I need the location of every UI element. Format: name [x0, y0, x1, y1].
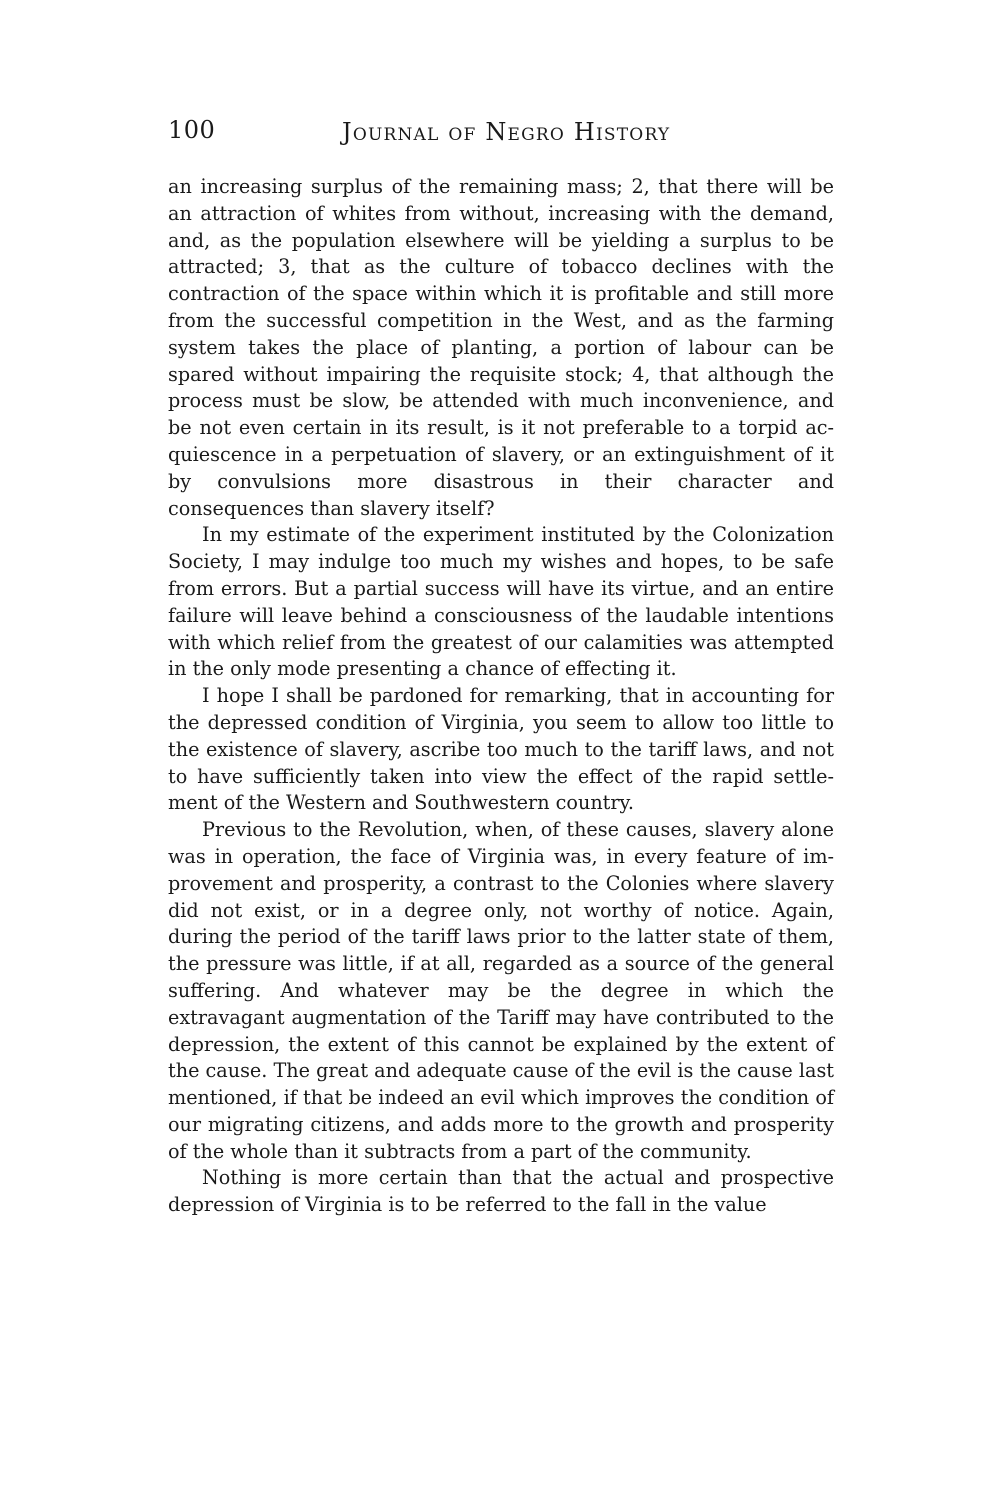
body-text [168, 174, 834, 1219]
running-head: Journal of Negro History [342, 118, 671, 146]
paragraph: Nothing is more certain than that the actual and prospective depression of Virginia is to be referred to the fall in the value [168, 1166, 834, 1217]
paragraph: Previous to the Revolution, when, of these causes, slavery alone was in operation, the face of Virginia was, in every feature of improvement and prosperity, a contrast to the Colonies where slavery did not exist, or in a degree only, not worthy of notice. Again, during the period of the tariff laws prior to the latter state of them, the pressure was little, if at all, regarded as a source of the general suffering. And whatever may be the degree in which the extravagant augmentation of the Tariff may have contributed to the depression, the extent of this cannot be explained by the extent of the cause. The great and adequate cause of the evil is the cause last mentioned, if that be indeed an evil which improves the condition of our migrating citizens, and adds more to the growth and prosperity of the whole than it subtracts from a part of the community. [168, 818, 834, 1163]
paragraph: In my estimate of the experiment instituted by the Colonization Society, I may indulge too much my wishes and hopes, to be safe from errors. But a partial success will have its virtue, and an entire failure will leave behind a consciousness of the laudable intentions with which relief from the greatest of our calamities was attempted in the only mode presenting a chance of effecting it. [168, 523, 834, 681]
paragraph-continued: an increasing surplus of the remaining mass; 2, that there will be an attraction of whites from without, increasing with the demand, and, as the population elsewhere will be yielding a surplus to be attracted; 3, that as the culture of tobacco declines with the contraction of the space within which it is profitable and still more from the successful competition in the West, and as the farming system takes the place of planting, a portion of labour can be spared without impairing the requisite stock; 4, that although the process must be slow, be attended with much inconvenience, and be not even certain in its result, is it not preferable to a torpid acquiescence in a perpetuation of slavery, or an extinguishment of it by convulsions more disastrous in their character and consequences than slavery itself? [168, 175, 834, 520]
paragraph: I hope I shall be pardoned for remarking, that in accounting for the depressed condition of Virginia, you seem to allow too little to the existence of slavery, ascribe too much to the tariff laws, and not to have sufficiently taken into view the effect of the rapid settlement of the Western and Southwestern country. [168, 684, 834, 815]
page-number: 100 [168, 116, 216, 144]
